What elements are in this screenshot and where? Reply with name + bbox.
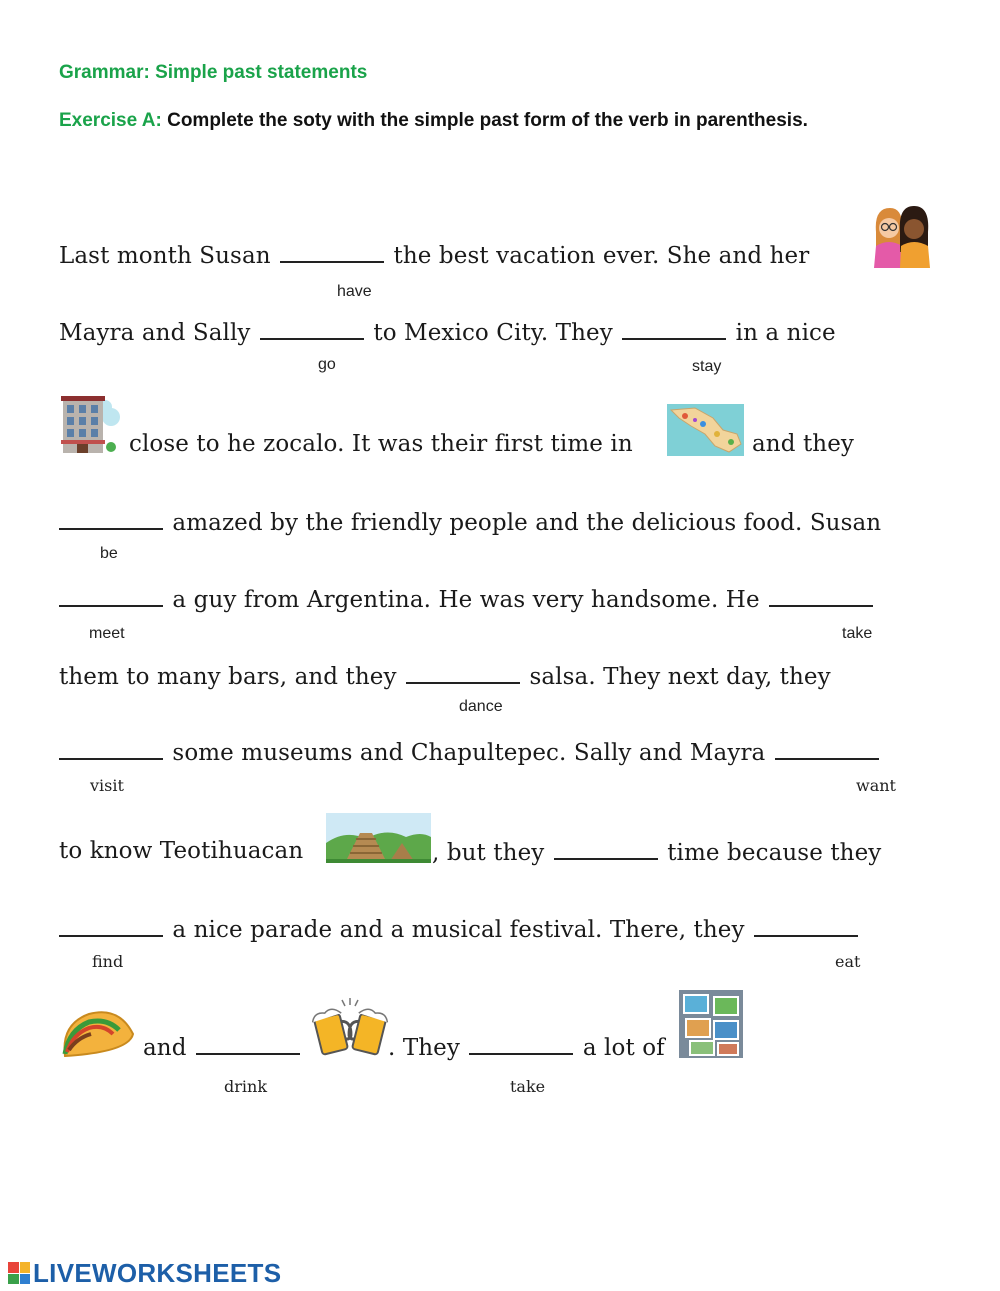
hint-take-1: take — [842, 625, 873, 642]
blank-want[interactable] — [775, 738, 879, 760]
story-line-7 — [59, 738, 881, 766]
blank-stay[interactable] — [622, 318, 726, 340]
friends-icon — [870, 202, 932, 268]
story-line-1 — [59, 241, 809, 269]
blank-have[interactable] — [280, 241, 384, 263]
exercise-instruction — [59, 110, 808, 132]
story-text: Last month Susan — [59, 243, 271, 269]
story-text: salsa. They next day, they — [529, 664, 831, 690]
story-line-6 — [59, 662, 831, 690]
story-line-8b — [432, 838, 881, 866]
story-line-10b — [388, 1033, 665, 1061]
story-line-3 — [129, 431, 633, 457]
hotel-icon — [59, 393, 121, 455]
story-line-8a — [59, 838, 303, 864]
instruction-text: Complete the soty with the simple past form of the verb in parenthesis. — [167, 110, 808, 131]
blank-drink[interactable] — [196, 1033, 300, 1055]
blank-eat[interactable] — [754, 915, 858, 937]
beer-icon — [312, 996, 388, 1060]
hint-be: be — [100, 545, 118, 562]
brand-name: LIVEWORKSHEETS — [33, 1257, 282, 1288]
blank-dance[interactable] — [406, 662, 520, 684]
hint-find: find — [92, 952, 124, 971]
story-text: . They — [388, 1035, 460, 1061]
blank-go[interactable] — [260, 318, 364, 340]
photos-icon — [679, 990, 743, 1058]
story-text: to know Teotihuacan — [59, 838, 304, 864]
story-text: time because they — [667, 840, 882, 866]
story-text: a guy from Argentina. He was very handsome. He — [172, 587, 760, 613]
blank-be[interactable] — [59, 508, 163, 530]
story-text: and they — [752, 431, 855, 457]
exercise-label: Exercise A: — [59, 110, 162, 131]
blank-visit[interactable] — [59, 738, 163, 760]
story-line-2 — [59, 318, 836, 346]
story-text: them to many bars, and they — [59, 664, 397, 690]
hint-drink: drink — [224, 1077, 268, 1096]
hint-take-2: take — [510, 1077, 546, 1096]
hint-stay: stay — [692, 358, 722, 375]
story-text: some museums and Chapultepec. Sally and Mayra — [172, 740, 766, 766]
blank-take-2[interactable] — [469, 1033, 573, 1055]
story-text: close to he zocalo. It was their first time in — [129, 431, 633, 457]
story-text: Mayra and Sally — [59, 320, 251, 346]
hint-have: have — [337, 283, 372, 300]
story-text: a nice parade and a musical festival. There, they — [172, 917, 745, 943]
story-line-4 — [59, 508, 881, 536]
hint-meet: meet — [89, 625, 125, 642]
story-text: the best vacation ever. She and her — [393, 243, 810, 269]
story-text: , but they — [432, 840, 545, 866]
pyramid-icon — [326, 813, 431, 863]
story-text: and — [143, 1035, 187, 1061]
story-line-5 — [59, 585, 875, 613]
liveworksheets-logo[interactable] — [8, 1259, 281, 1287]
hint-want: want — [856, 776, 896, 795]
story-line-10a — [143, 1033, 302, 1061]
blank-time[interactable] — [554, 838, 658, 860]
story-text: in a nice — [735, 320, 836, 346]
hint-eat: eat — [835, 952, 861, 971]
story-text: a lot of — [582, 1035, 665, 1061]
story-text: amazed by the friendly people and the delicious food. Susan — [172, 510, 882, 536]
blank-take-1[interactable] — [769, 585, 873, 607]
hint-dance: dance — [459, 698, 503, 715]
story-line-3b — [752, 431, 854, 457]
story-text: to Mexico City. They — [373, 320, 613, 346]
hint-go: go — [318, 356, 336, 373]
logo-mark-icon — [8, 1262, 30, 1284]
page-title: Grammar: Simple past statements — [59, 62, 368, 83]
blank-find[interactable] — [59, 915, 163, 937]
taco-icon — [59, 1004, 137, 1060]
mexico-map-icon — [667, 404, 744, 456]
blank-meet[interactable] — [59, 585, 163, 607]
hint-visit: visit — [90, 776, 124, 795]
story-line-9 — [59, 915, 860, 943]
